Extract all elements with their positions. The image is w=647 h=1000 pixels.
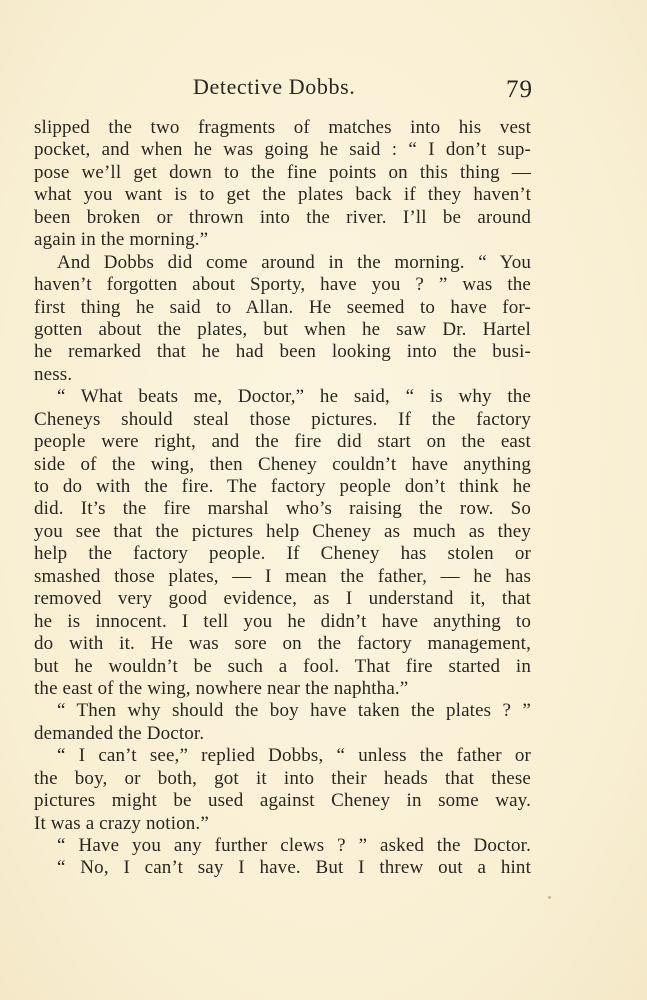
page-number: 79 [506,76,533,103]
page-header [0,70,647,106]
text-line: first thing he said to Allan. He seemed to have for- [34,296,531,318]
text-line: pocket, and when he was going he said : “ I don’t sup- [34,139,531,161]
text-line: smashed those plates, — I mean the father, — he has [34,565,531,587]
text-line: to do with the fire. The factory people don’t think he [34,476,531,497]
text-line: but he wouldn’t be such a fool. That fire started in [34,655,531,677]
text-line: Cheneys should steal those pictures. If the factory [34,408,531,430]
text-line: slipped the two fragments of matches into his vest [34,117,531,138]
text-line: haven’t forgotten about Sporty, have you ? ” was the [34,274,531,296]
text-line: And Dobbs did come around in the morning. “ You [57,251,531,273]
text-line: “ I can’t see,” replied Dobbs, “ unless the father or [57,745,531,767]
text-line: It was a crazy notion.” [34,812,209,834]
text-line: what you want is to get the plates back if they haven’t [34,184,531,206]
text-line: again in the morning.” [34,229,209,251]
text-line: pictures might be used against Cheney in some way. [34,790,531,812]
text-line: you see that the pictures help Cheney as much as they [34,520,531,542]
text-line: the boy, or both, got it into their heads that these [34,767,531,789]
text-line: “ Then why should the boy have taken the plates ? ” [57,700,531,722]
text-line: do with it. He was sore on the factory management, [34,633,531,655]
text-line: the east of the wing, nowhere near the naphtha.” [34,677,409,699]
text-line: “ What beats me, Doctor,” he said, “ is why the [57,386,531,408]
text-line: been broken or thrown into the river. I’ll be around [34,206,531,228]
text-line: pose we’ll get down to the fine points on this thing — [34,161,531,183]
text-line: “ Have you any further clews ? ” asked the Doctor. [57,835,531,856]
paper-speck [548,896,551,899]
text-line: did. It’s the fire marshal who’s raising the row. So [34,498,531,520]
text-line: he is innocent. I tell you he didn’t have anything to [34,610,531,632]
running-title: Detective Dobbs. [193,74,356,99]
text-line: he remarked that he had been looking into the busi- [34,341,531,363]
text-line: side of the wing, then Cheney couldn’t have anything [34,453,531,475]
text-line: removed very good evidence, as I understand it, that [34,588,531,610]
body-text [34,117,531,880]
text-line: help the factory people. If Cheney has stolen or [34,543,531,565]
text-line: demanded the Doctor. [34,722,205,744]
text-line: ness. [34,363,73,385]
text-line: people were right, and the fire did start on the east [34,431,531,453]
text-line: “ No, I can’t say I have. But I threw out a hint [57,857,531,879]
text-line: gotten about the plates, but when he saw Dr. Hartel [34,318,531,340]
